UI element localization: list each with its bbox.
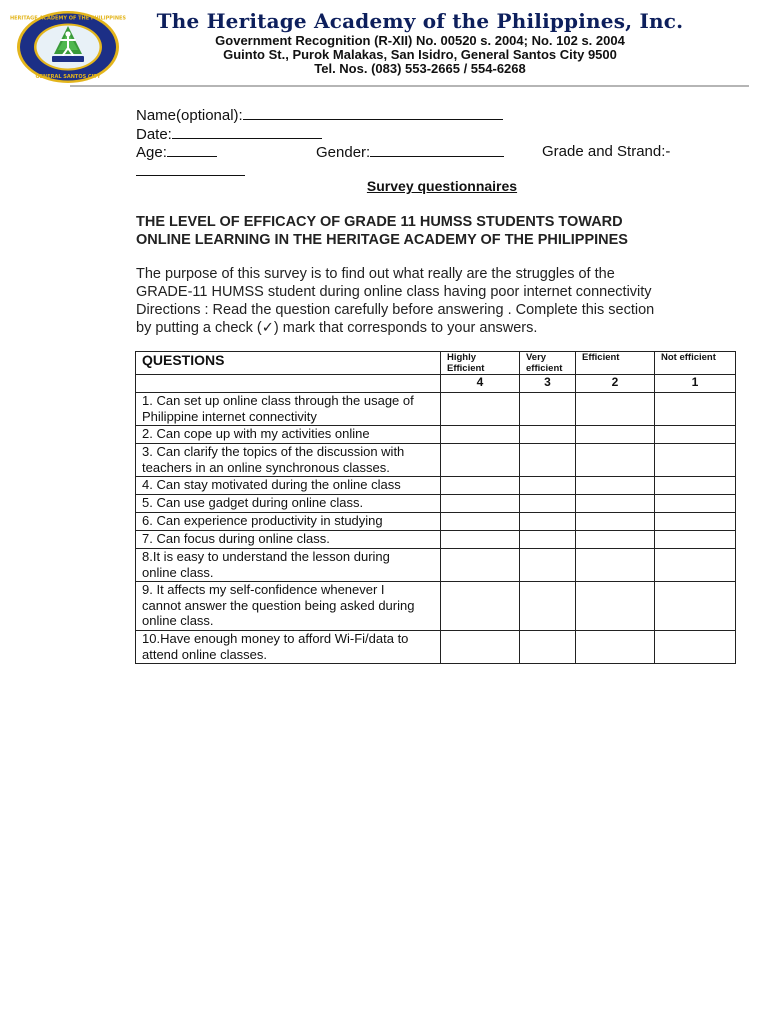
check-cell-very-efficient[interactable] bbox=[520, 631, 576, 664]
check-cell-very-efficient[interactable] bbox=[520, 531, 576, 549]
rating-value-4: 4 bbox=[441, 375, 520, 393]
check-cell-efficient[interactable] bbox=[576, 549, 655, 582]
government-recognition: Government Recognition (R-XII) No. 00520 s. 2004; No. 102 s. 2004 bbox=[215, 33, 625, 48]
question-cell bbox=[136, 477, 441, 495]
questionnaire-table bbox=[135, 351, 736, 664]
check-cell-very-efficient[interactable] bbox=[520, 393, 576, 426]
school-address: Guinto St., Purok Malakas, San Isidro, General Santos City 9500 bbox=[223, 47, 617, 62]
question-text-line: 8.It is easy to understand the lesson during bbox=[142, 549, 390, 564]
check-cell-not-efficient[interactable] bbox=[655, 549, 736, 582]
grade-strand-field bbox=[542, 143, 670, 161]
check-cell-very-efficient[interactable] bbox=[520, 426, 576, 444]
check-cell-not-efficient[interactable] bbox=[655, 393, 736, 426]
question-text-line: 9. It affects my self-confidence whenever I bbox=[142, 582, 385, 597]
check-cell-very-efficient[interactable] bbox=[520, 582, 576, 631]
grade-strand-blank[interactable] bbox=[136, 175, 245, 176]
rating-header-highly-efficient: Highly Efficient bbox=[441, 352, 520, 375]
header-divider bbox=[70, 85, 749, 87]
rating-value-row bbox=[136, 375, 736, 393]
question-cell bbox=[136, 631, 441, 664]
svg-text:GENERAL SANTOS CITY: GENERAL SANTOS CITY bbox=[35, 74, 101, 80]
check-cell-not-efficient[interactable] bbox=[655, 444, 736, 477]
check-cell-not-efficient[interactable] bbox=[655, 582, 736, 631]
check-cell-efficient[interactable] bbox=[576, 444, 655, 477]
school-name: The Heritage Academy of the Philippines, Inc. bbox=[156, 9, 684, 33]
check-cell-efficient[interactable] bbox=[576, 513, 655, 531]
school-logo bbox=[9, 10, 127, 84]
question-text-line: online class. bbox=[142, 613, 214, 628]
table-row bbox=[136, 477, 736, 495]
check-cell-very-efficient[interactable] bbox=[520, 495, 576, 513]
table-header-row bbox=[136, 352, 736, 375]
age-label: Age: bbox=[136, 144, 167, 161]
check-cell-highly-efficient[interactable] bbox=[441, 477, 520, 495]
study-title bbox=[136, 213, 736, 249]
question-text-line: 10.Have enough money to afford Wi-Fi/data to bbox=[142, 631, 409, 646]
check-cell-not-efficient[interactable] bbox=[655, 477, 736, 495]
check-cell-highly-efficient[interactable] bbox=[441, 495, 520, 513]
question-text-line: 5. Can use gadget during online class. bbox=[142, 495, 364, 510]
check-cell-highly-efficient[interactable] bbox=[441, 393, 520, 426]
gender-label: Gender: bbox=[316, 144, 371, 161]
rating-header-very-efficient: Very efficient bbox=[520, 352, 576, 375]
name-label: Name(optional): bbox=[136, 107, 243, 124]
question-cell bbox=[136, 531, 441, 549]
gender-field bbox=[316, 143, 504, 162]
question-text-line: 1. Can set up online class through the usage of bbox=[142, 393, 414, 408]
study-title-line: ONLINE LEARNING IN THE HERITAGE ACADEMY OF THE PHILIPPINES bbox=[136, 232, 628, 248]
check-cell-efficient[interactable] bbox=[576, 477, 655, 495]
check-cell-efficient[interactable] bbox=[576, 582, 655, 631]
check-cell-efficient[interactable] bbox=[576, 426, 655, 444]
check-cell-not-efficient[interactable] bbox=[655, 426, 736, 444]
question-text-line: 2. Can cope up with my activities online bbox=[142, 426, 370, 441]
study-title-line: THE LEVEL OF EFFICACY OF GRADE 11 HUMSS STUDENTS TOWARD bbox=[136, 214, 623, 230]
table-row bbox=[136, 495, 736, 513]
check-cell-highly-efficient[interactable] bbox=[441, 549, 520, 582]
svg-text:HERITAGE ACADEMY OF THE PHILIP: HERITAGE ACADEMY OF THE PHILIPPINES bbox=[9, 15, 127, 22]
check-cell-highly-efficient[interactable] bbox=[441, 582, 520, 631]
check-cell-efficient[interactable] bbox=[576, 631, 655, 664]
name-blank[interactable] bbox=[243, 106, 503, 120]
check-cell-efficient[interactable] bbox=[576, 393, 655, 426]
question-text-line: attend online classes. bbox=[142, 646, 268, 662]
rating-value-1: 1 bbox=[655, 375, 736, 393]
check-cell-very-efficient[interactable] bbox=[520, 549, 576, 582]
purpose-directions bbox=[136, 265, 736, 337]
question-text-line: teachers in an online synchronous classes. bbox=[142, 459, 390, 475]
school-telephone: Tel. Nos. (083) 553-2665 / 554-6268 bbox=[314, 61, 526, 76]
question-cell bbox=[136, 582, 441, 631]
question-cell bbox=[136, 513, 441, 531]
purpose-line: The purpose of this survey is to find out what really are the struggles of the bbox=[136, 266, 615, 282]
rating-header-efficient: Efficient bbox=[576, 352, 655, 375]
question-text-line: cannot answer the question being asked during bbox=[142, 597, 415, 613]
grade-strand-label: Grade and Strand:- bbox=[542, 143, 671, 160]
check-cell-not-efficient[interactable] bbox=[655, 531, 736, 549]
question-cell bbox=[136, 393, 441, 426]
question-text-line: 3. Can clarify the topics of the discussion with bbox=[142, 444, 405, 459]
rating-value-2: 2 bbox=[576, 375, 655, 393]
date-blank[interactable] bbox=[172, 125, 322, 139]
date-field bbox=[136, 125, 322, 144]
check-cell-not-efficient[interactable] bbox=[655, 513, 736, 531]
table-row bbox=[136, 426, 736, 444]
check-cell-highly-efficient[interactable] bbox=[441, 531, 520, 549]
check-cell-highly-efficient[interactable] bbox=[441, 426, 520, 444]
question-cell bbox=[136, 495, 441, 513]
check-cell-not-efficient[interactable] bbox=[655, 631, 736, 664]
question-cell bbox=[136, 444, 441, 477]
survey-title: Survey questionnaires bbox=[366, 178, 518, 194]
check-cell-highly-efficient[interactable] bbox=[441, 444, 520, 477]
question-text-line: 6. Can experience productivity in studying bbox=[142, 513, 383, 528]
check-cell-not-efficient[interactable] bbox=[655, 495, 736, 513]
directions-line: by putting a check (✓) mark that corresponds to your answers. bbox=[136, 320, 538, 336]
table-row bbox=[136, 582, 736, 631]
question-text-line: 7. Can focus during online class. bbox=[142, 531, 330, 546]
date-label: Date: bbox=[136, 126, 172, 143]
check-cell-very-efficient[interactable] bbox=[520, 477, 576, 495]
question-text-line: online class. bbox=[142, 564, 214, 580]
table-row bbox=[136, 393, 736, 426]
questions-header: QUESTIONS bbox=[136, 352, 441, 375]
question-text-line: Philippine internet connectivity bbox=[142, 408, 317, 424]
age-blank[interactable] bbox=[167, 143, 217, 157]
age-field bbox=[136, 143, 217, 162]
table-row bbox=[136, 549, 736, 582]
table-row bbox=[136, 631, 736, 664]
check-cell-very-efficient[interactable] bbox=[520, 513, 576, 531]
question-text-line: 4. Can stay motivated during the online class bbox=[142, 477, 401, 492]
table-row bbox=[136, 513, 736, 531]
check-cell-highly-efficient[interactable] bbox=[441, 631, 520, 664]
question-cell bbox=[136, 426, 441, 444]
table-row bbox=[136, 444, 736, 477]
rating-value-3: 3 bbox=[520, 375, 576, 393]
check-cell-efficient[interactable] bbox=[576, 531, 655, 549]
name-field bbox=[136, 106, 503, 125]
gender-blank[interactable] bbox=[370, 143, 504, 157]
check-cell-efficient[interactable] bbox=[576, 495, 655, 513]
table-row bbox=[136, 531, 736, 549]
rating-header-not-efficient: Not efficient bbox=[655, 352, 736, 375]
check-cell-very-efficient[interactable] bbox=[520, 444, 576, 477]
question-cell bbox=[136, 549, 441, 582]
directions-line: Directions : Read the question carefully before answering . Complete this section bbox=[136, 302, 655, 318]
purpose-line: GRADE-11 HUMSS student during online class having poor internet connectivity bbox=[136, 284, 652, 300]
check-cell-highly-efficient[interactable] bbox=[441, 513, 520, 531]
rating-value-blank bbox=[136, 375, 441, 393]
